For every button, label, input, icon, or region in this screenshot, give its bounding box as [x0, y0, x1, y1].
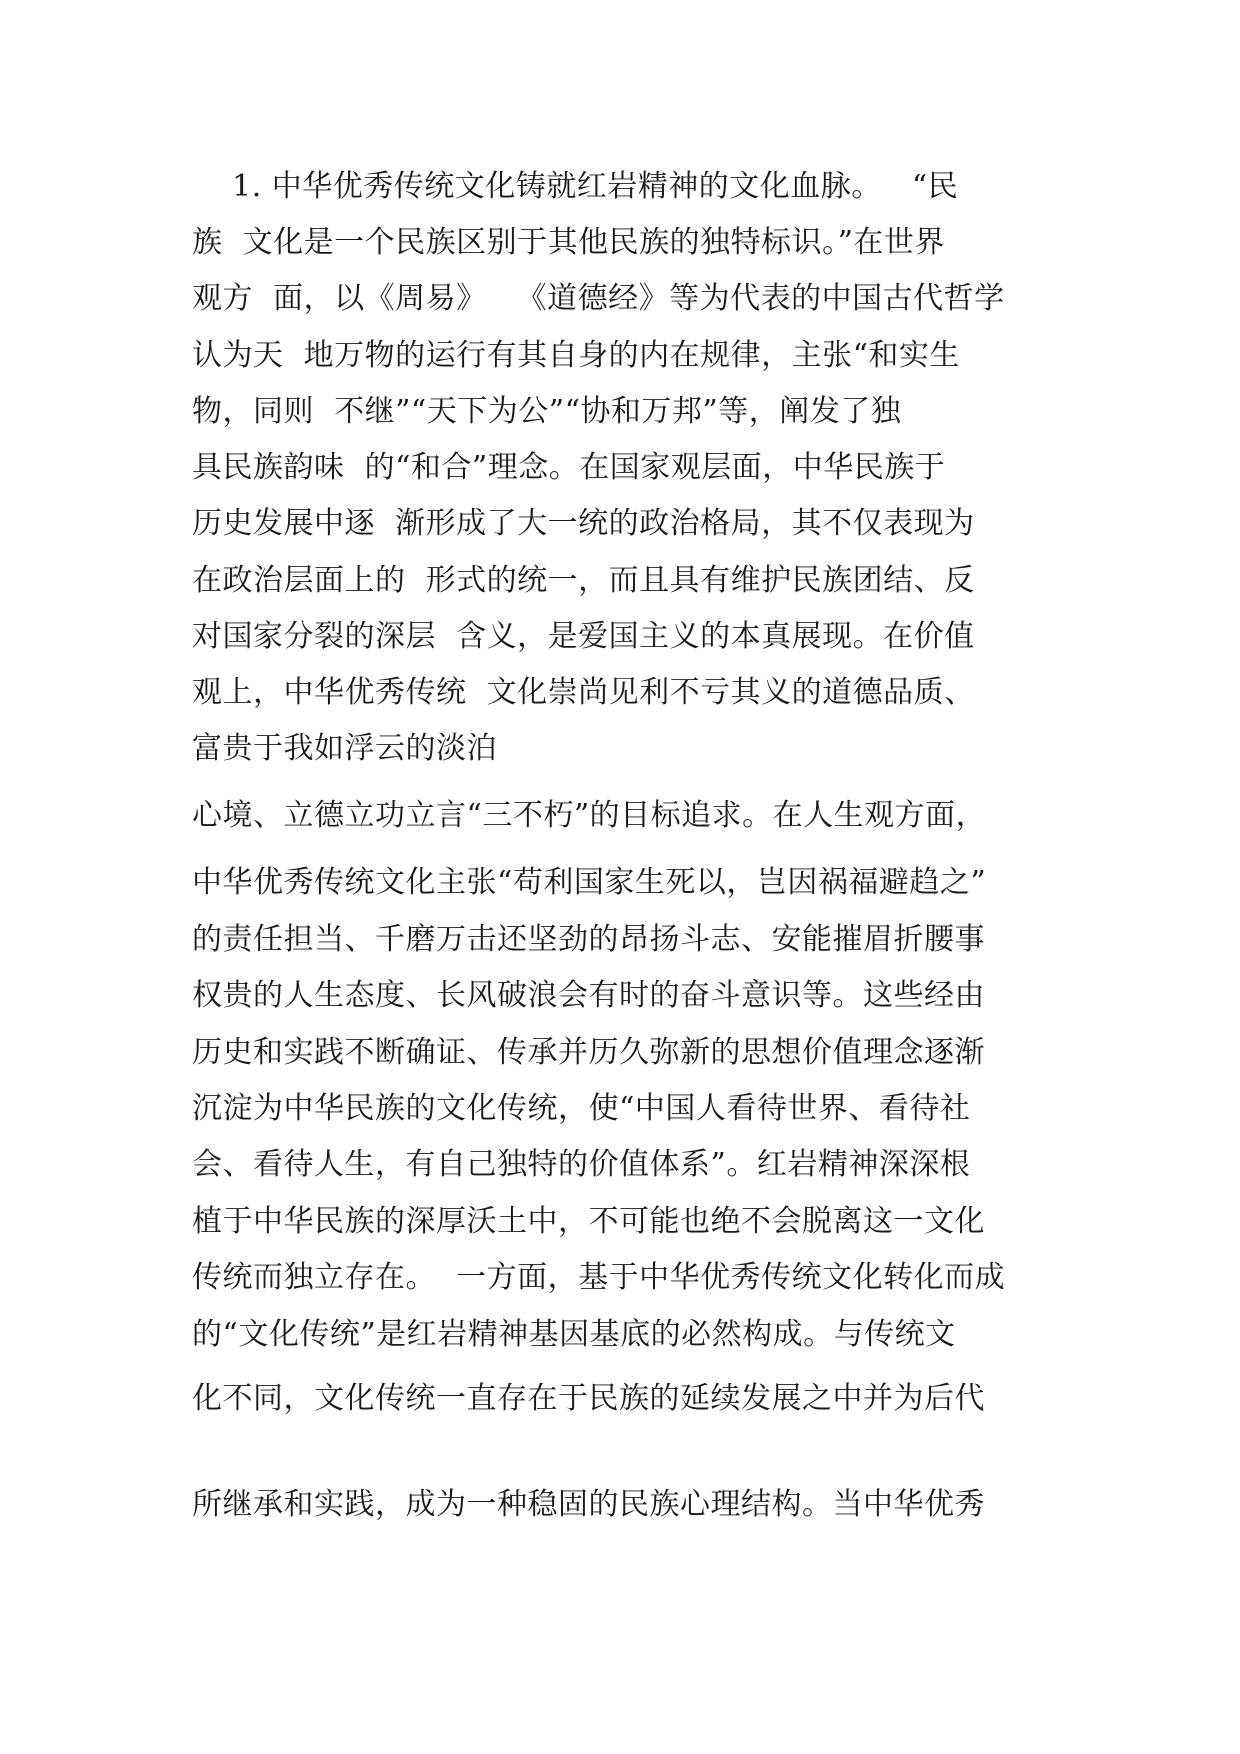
text-line: 化不同，文化传统一直存在于民族的延续发展之中并为后代	[192, 1381, 985, 1416]
text-line: 认为天 地万物的运行有其自身的内在规律，主张“和实生	[192, 338, 960, 373]
text-line: 观上，中华优秀传统 文化崇尚见利不亏其义的道德品质、	[192, 675, 975, 710]
text-line: 沉淀为中华民族的文化传统，使“中国人看待世界、看待社	[192, 1091, 971, 1126]
text-line: 的“文化传统”是红岩精神基因基底的必然构成。与传统文	[192, 1317, 956, 1352]
text-line: 族 文化是一个民族区别于其他民族的独特标识。”在世界	[192, 225, 945, 260]
text-line: 所继承和实践，成为一种稳固的民族心理结构。当中华优秀	[192, 1487, 985, 1522]
text-line: 会、看待人生，有自己独特的价值体系”。红岩精神深深根	[192, 1147, 971, 1182]
text-line: 植于中华民族的深厚沃土中，不可能也绝不会脱离这一文化	[192, 1204, 985, 1239]
text-line: 物，同则 不继”“天下为公”“协和万邦”等，阐发了独	[192, 394, 902, 429]
text-line: 传统而独立存在。 一方面，基于中华优秀传统文化转化而成	[192, 1260, 1006, 1295]
text-line: 权贵的人生态度、长风破浪会有时的奋斗意识等。这些经由	[192, 978, 985, 1013]
text-line: 具民族韵味 的“和合”理念。在国家观层面，中华民族于	[192, 450, 946, 485]
text-line: 历史发展中逐 渐形成了大一统的政治格局，其不仅表现为	[192, 506, 975, 541]
text-line: 观方 面，以《周易》 《道德经》等为代表的中国古代哲学	[192, 281, 1005, 316]
text-line: 在政治层面上的 形式的统一，而且具有维护民族团结、反	[192, 563, 975, 598]
text-line: 心境、立德立功立言“三不朽”的目标追求。在人生观方面，	[192, 798, 987, 833]
text-line: 历史和实践不断确证、传承并历久弥新的思想价值理念逐渐	[192, 1035, 985, 1070]
text-line: 富贵于我如浮云的淡泊	[192, 731, 497, 766]
text-line: 1. 中华优秀传统文化铸就红岩精神的文化血脉。 “民	[192, 169, 959, 204]
text-line: 对国家分裂的深层 含义，是爱国主义的本真展现。在价值	[192, 619, 975, 654]
text-line: 中华优秀传统文化主张“苟利国家生死以，岂因祸福避趋之”	[192, 865, 987, 900]
text-line: 的责任担当、千磨万击还坚劲的昂扬斗志、安能摧眉折腰事	[192, 922, 985, 957]
